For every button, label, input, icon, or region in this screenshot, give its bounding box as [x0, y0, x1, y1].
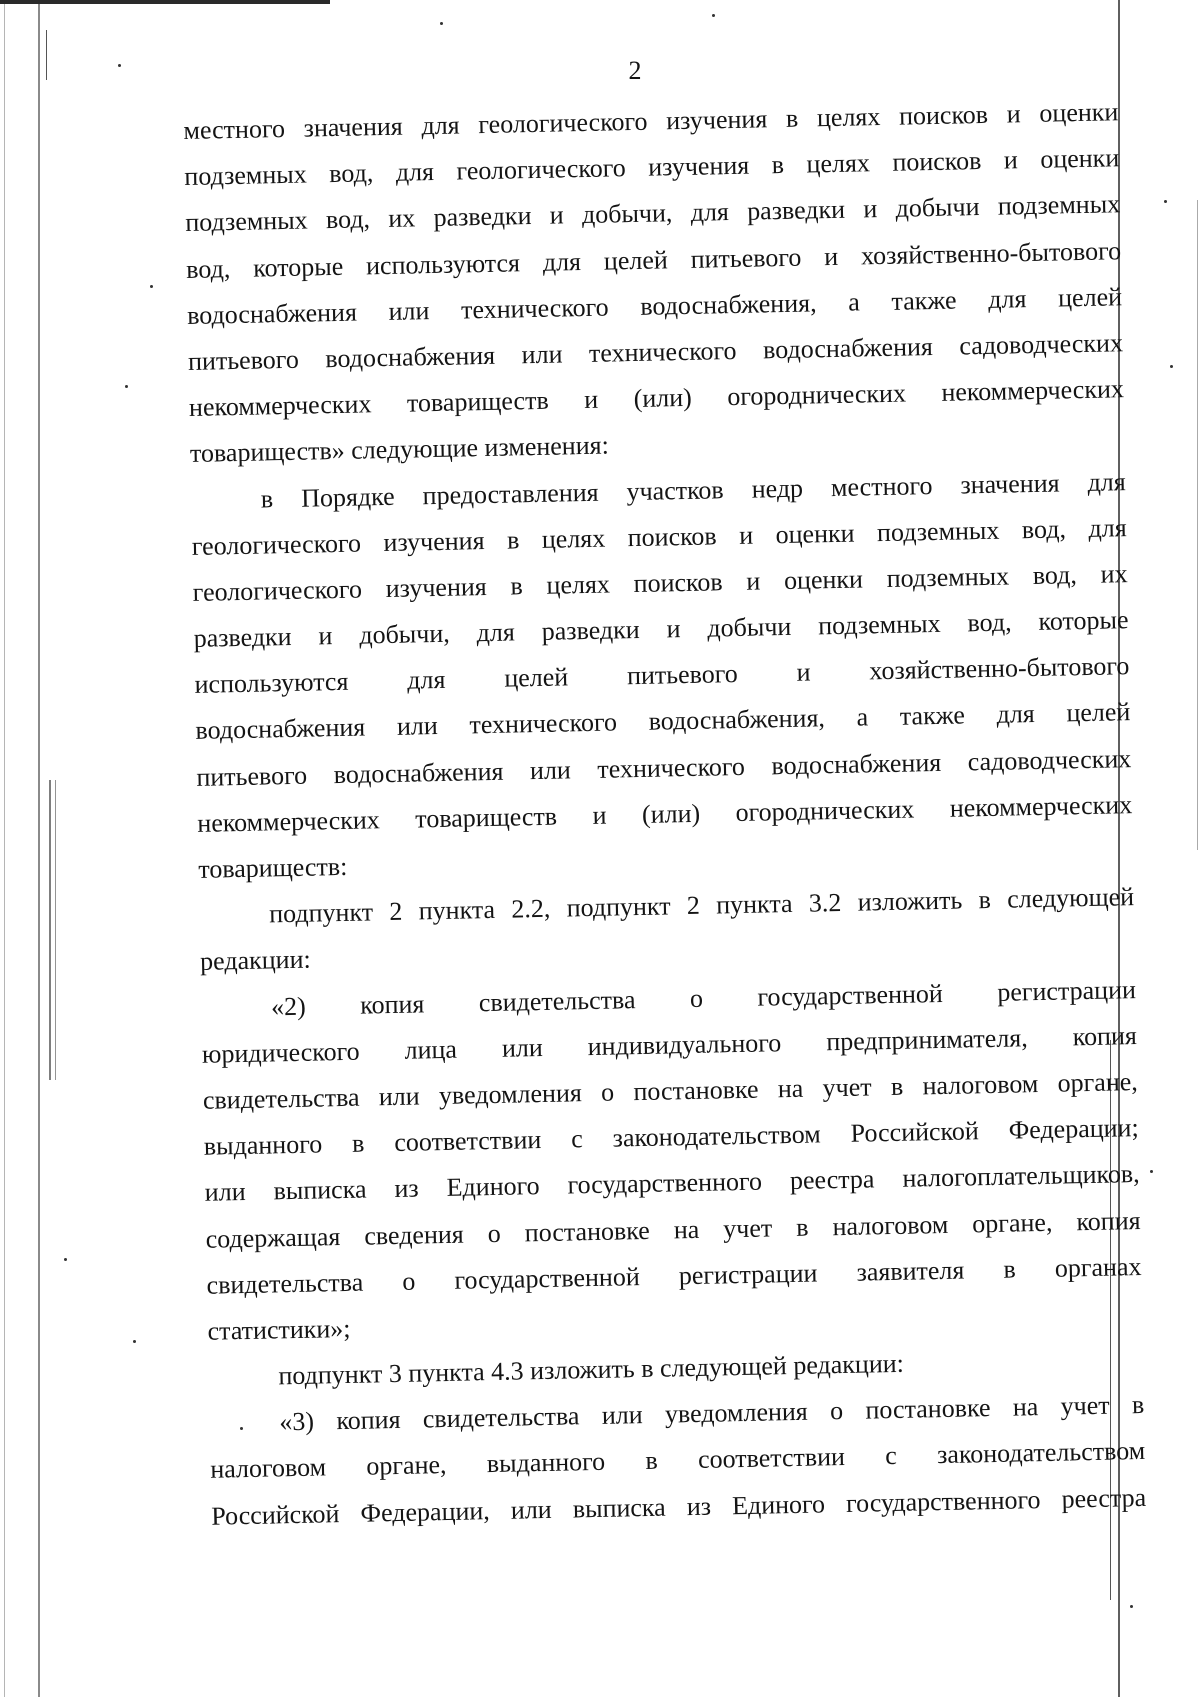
text-line: или выписка из Единого государственного реестра налогоплательщиков,	[204, 1159, 1140, 1208]
body-text	[183, 89, 1147, 1539]
text-line: свидетельства о государственной регистрации заявителя в органах	[206, 1251, 1142, 1300]
scan-edge-left-strip-2	[55, 780, 56, 1080]
text-line: подземных вод, для геологического изучения в целях поисков и оценки	[184, 143, 1120, 192]
text-line: подпункт 3 пункта 4.3 изложить в следующей редакции:	[278, 1348, 905, 1391]
scan-speck	[133, 1340, 136, 1343]
text-line: геологического изучения в целях поисков и оценки подземных вод, их	[192, 559, 1128, 607]
text-line: содержащая сведения о постановке на учет в налоговом органе, копия	[205, 1205, 1141, 1254]
text-line: Российской Федерации, или выписка из Единого государственного реестра	[210, 1482, 1147, 1531]
text-line: питьевого водоснабжения или технического водоснабжения садоводческих	[187, 328, 1124, 376]
text-line: питьевого водоснабжения или технического водоснабжения садоводческих	[196, 743, 1132, 792]
text-line: подземных вод, их разведки и добычи, для разведки и добычи подземных	[185, 189, 1121, 238]
scan-speck	[712, 14, 715, 17]
scan-speck	[1130, 1605, 1133, 1608]
scan-speck	[1150, 1170, 1153, 1173]
scan-speck	[125, 385, 128, 388]
text-line: юридического лица или индивидуального предпринимателя, копия	[201, 1020, 1138, 1069]
text-line: «3) копия свидетельства или уведомления о постановке на учет в	[279, 1390, 1145, 1437]
text-line: статистики»;	[207, 1313, 351, 1346]
text-line: разведки и добычи, для разведки и добычи подземных вод, которые	[193, 605, 1129, 653]
text-line: налоговом органе, выданного в соответствии с законодательством	[210, 1436, 1146, 1485]
scan-edge-right-outer	[1197, 200, 1198, 850]
scan-speck	[440, 22, 443, 25]
scan-edge-left-strip	[49, 780, 51, 1080]
text-line: товариществ:	[197, 851, 348, 884]
text-line: водоснабжения или технического водоснабжения, а также для целей	[195, 697, 1131, 746]
text-line: подпункт 2 пункта 2.2, подпункт 2 пункта 3.2 изложить в следующей	[268, 882, 1135, 929]
text-line: водоснабжения или технического водоснабжения, а также для целей	[186, 281, 1123, 330]
text-line: редакции:	[199, 944, 311, 977]
text-line: в Порядке предоставления участков недр местного значения для	[260, 466, 1126, 514]
text-line: геологического изучения в целях поисков и оценки подземных вод, для	[191, 512, 1127, 561]
text-line: свидетельства или уведомления о постановке на учет в налоговом органе,	[202, 1066, 1139, 1115]
text-line: некоммерческих товариществ и (или) огороднических некоммерческих	[188, 374, 1125, 423]
text-line: выданного в соответствии с законодательством Российской Федерации;	[203, 1113, 1139, 1161]
scan-speck	[1164, 200, 1167, 203]
page-number: 2	[628, 56, 642, 85]
scan-edge-left	[38, 0, 40, 1697]
text-line: вод, которые используются для целей питьевого и хозяйственно-бытового	[185, 235, 1122, 284]
text-line: «2) копия свидетельства о государственной регистрации	[270, 974, 1137, 1021]
scan-edge-left-outer	[4, 0, 5, 1697]
scan-edge-top	[0, 0, 330, 4]
text-line: используются для целей питьевого и хозяйственно-бытового	[194, 651, 1130, 700]
scan-speck	[64, 1258, 67, 1261]
scan-speck	[1170, 365, 1173, 368]
text-line: товариществ» следующие изменения:	[189, 430, 610, 469]
scan-speck	[150, 285, 153, 288]
text-line: местного значения для геологического изучения в целях поисков и оценки	[183, 97, 1119, 145]
text-line: некоммерческих товариществ и (или) огороднических некоммерческих	[197, 789, 1133, 838]
